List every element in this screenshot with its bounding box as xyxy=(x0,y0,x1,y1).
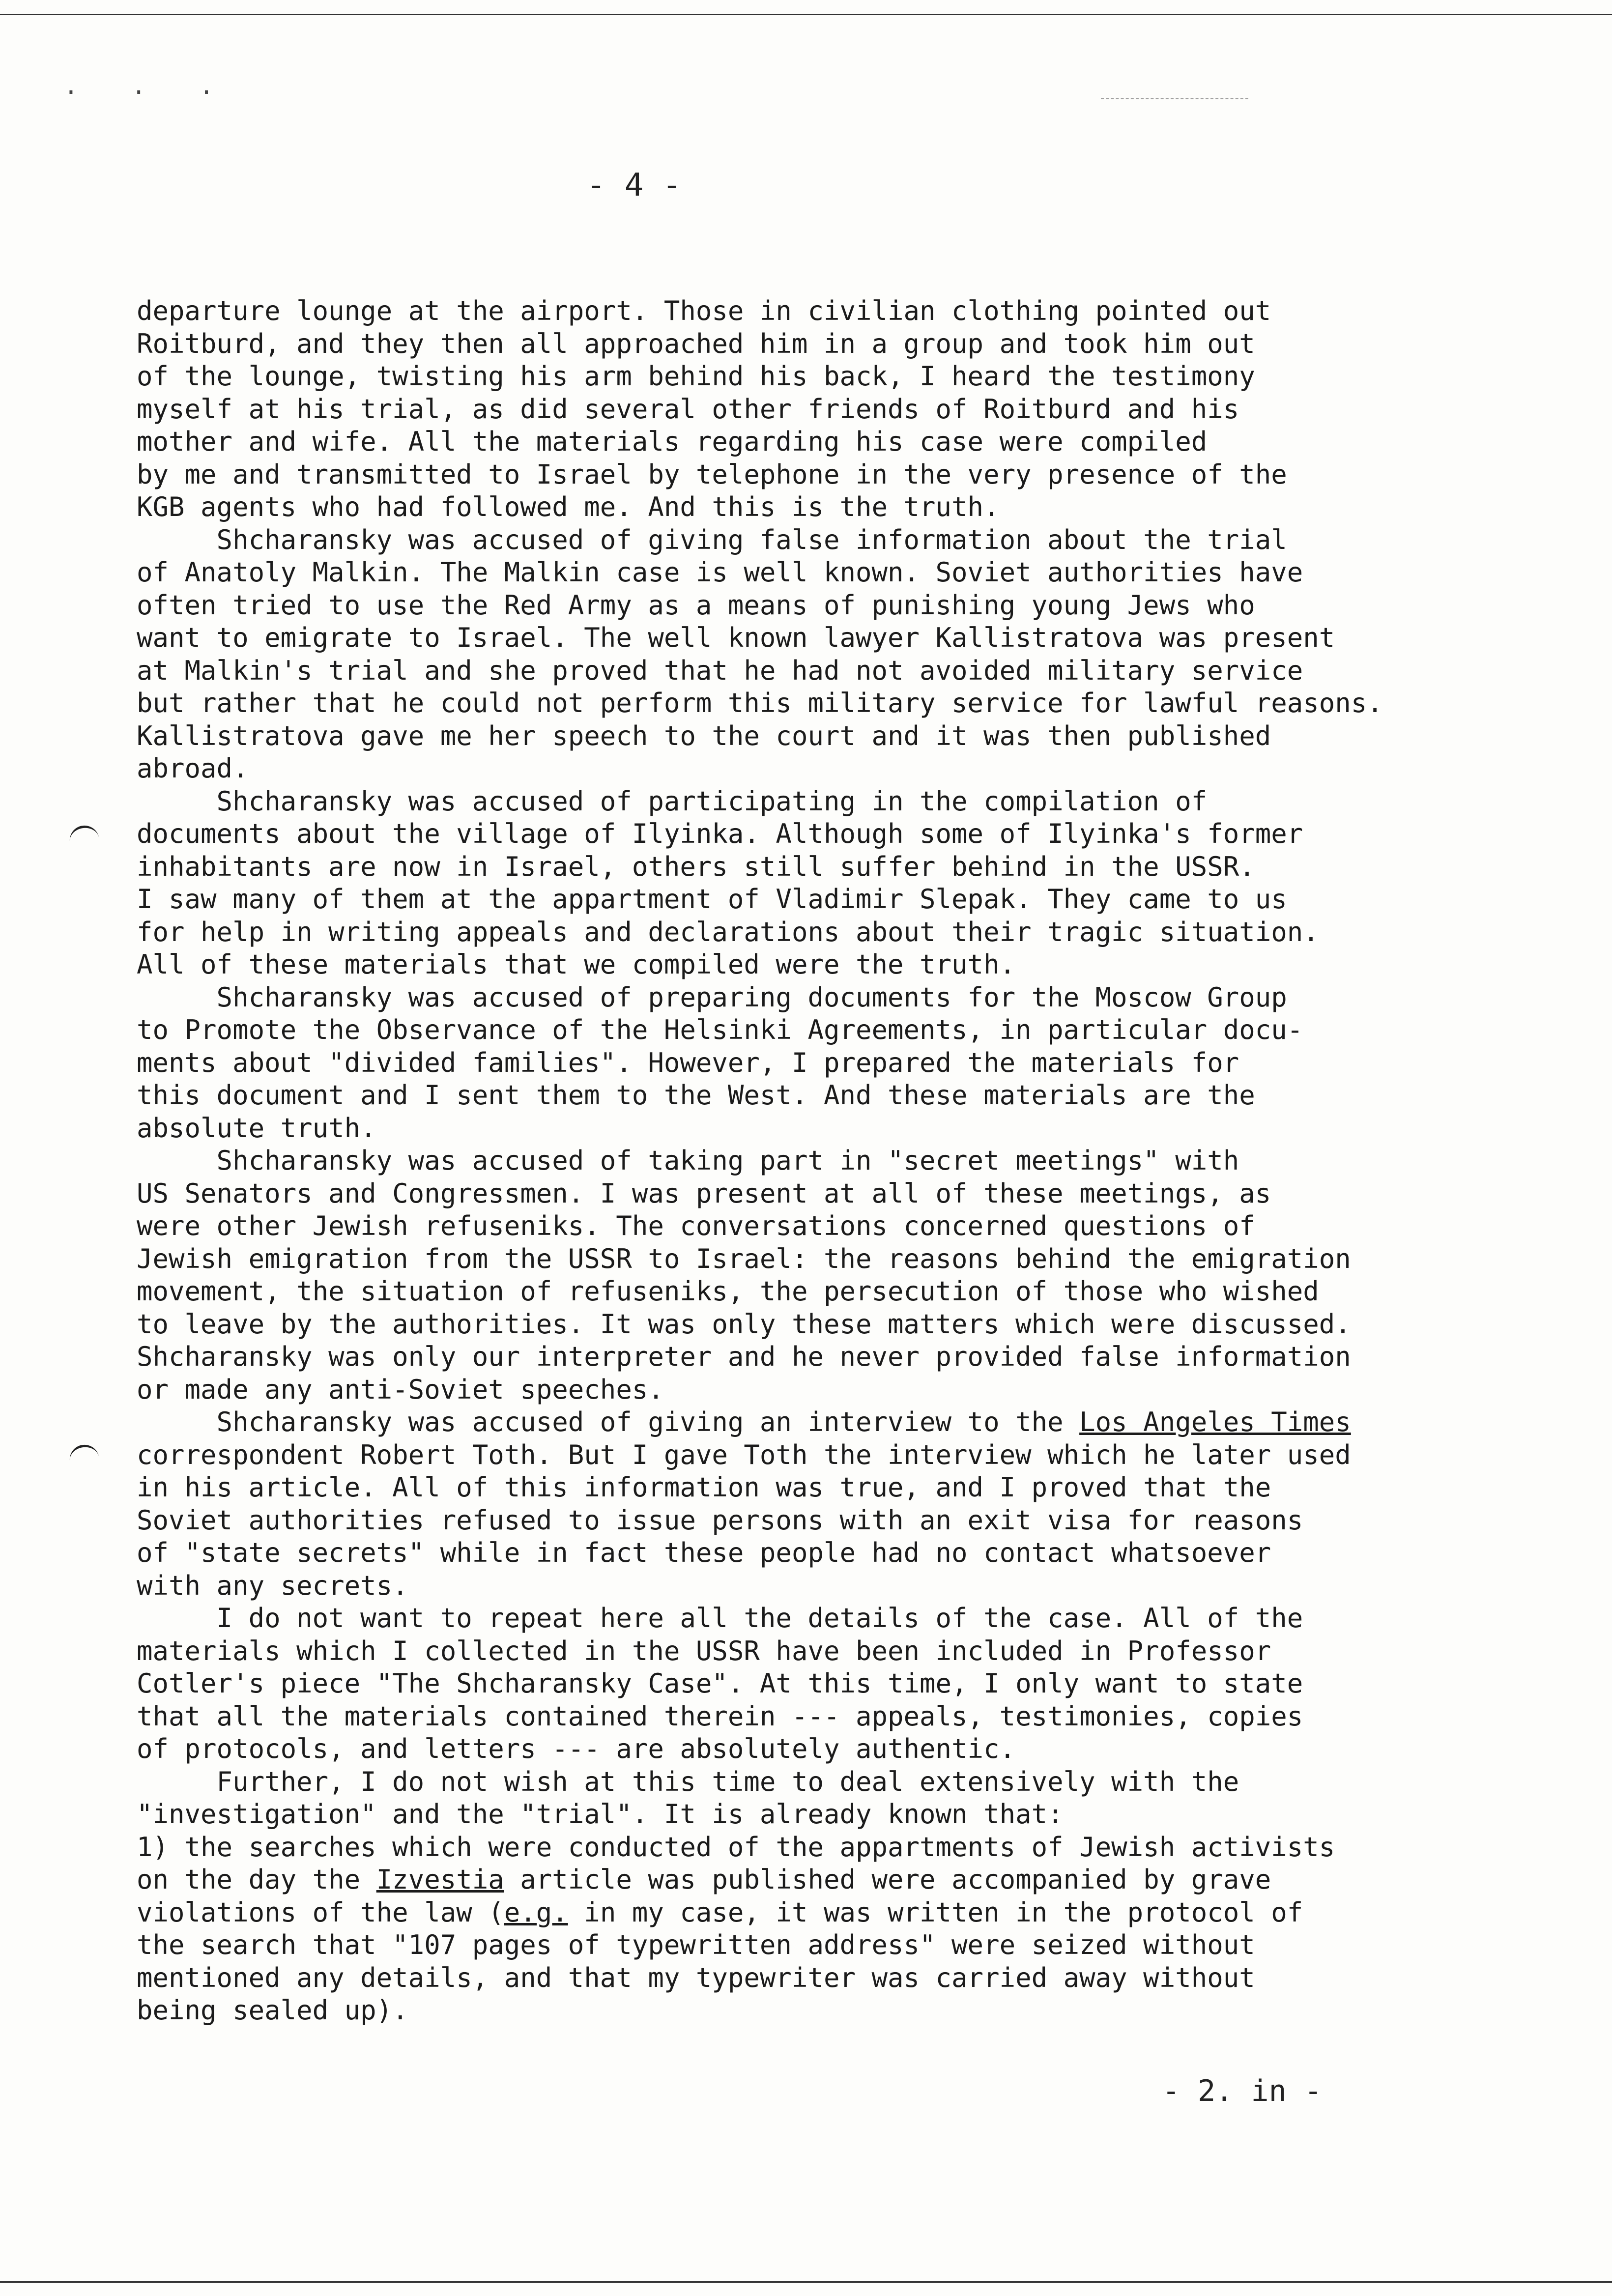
paragraph-text: Shcharansky was accused of giving an interview to the xyxy=(137,1406,1080,1437)
newspaper-title: Izvestia xyxy=(376,1864,504,1895)
continuation-marker: - 2. in - xyxy=(1162,2074,1322,2108)
top-edge-rule xyxy=(0,14,1612,15)
paragraph: Shcharansky was accused of preparing documents for the Moscow Group to Promote the Observance of the Helsinki Agreements, in particular docu- ments about "divided families". However, I prepared the materials for this document and I sent them to the West. And these materials are the absolute truth. xyxy=(137,981,1303,1144)
paragraph: Shcharansky was accused of participating in the compilation of documents about the village of Ilyinka. Although some of Ilyinka's former inhabitants are now in Israel, others still suffer behind in the USSR. I saw many of them at the appartment of Vladimir Slepak. They came to us for help in writing appeals and declarations about their tragic situation. All of these materials that we compiled were the truth. xyxy=(137,785,1319,980)
paragraph: departure lounge at the airport. Those in civilian clothing pointed out Roitburd, and they then all approached him in a group and took him out of the lounge, twisting his arm behind his back, I heard the testimony myself at his trial, as did several other friends of Roitburd and his mother and wife. All the materials regarding his case were compiled by me and transmitted to Israel by telephone in the very presence of the KGB agents who had followed me. And this is the truth. xyxy=(137,295,1287,522)
typewritten-body xyxy=(137,295,1542,2027)
paragraph-text: correspondent Robert Toth. But I gave Toth the interview which he later used in his article. All of this information was true, and I proved that the Soviet authorities refused to issue persons with an exit visa for reasons of "state secrets" while in fact these people had no contact whatsoever with any secrets. xyxy=(137,1439,1351,1601)
margin-bracket-mark xyxy=(68,1443,99,1463)
paragraph-text: in my case, it was written in the protocol of the search that "107 pages of typewritten address" were seized without mentioned any details, and that my typewriter was carried away without being sealed up). xyxy=(137,1896,1303,2026)
page-number: - 4 - xyxy=(586,167,682,203)
paragraph: Shcharansky was accused of taking part in "secret meetings" with US Senators and Congressmen. I was present at all of these meetings, as were other Jewish refuseniks. The conversations concerned questions of Jewish emigration from the USSR to Israel: the reasons behind the emigration movement, the situation of refuseniks, the persecution of those who wished to leave by the authorities. It was only these matters which were discussed. Shcharansky was only our interpreter and he never provided false information or made any anti-Soviet speeches. xyxy=(137,1145,1351,1405)
scan-specks: · · · xyxy=(64,79,233,106)
top-faint-mark xyxy=(1101,98,1248,99)
paragraph: Further, I do not wish at this time to deal extensively with the "investigation" and the "trial". It is already known that: xyxy=(137,1766,1239,1830)
newspaper-title: Los Angeles Times xyxy=(1079,1406,1351,1437)
paragraph-text: on the day the xyxy=(137,1864,361,1895)
margin-bracket-mark xyxy=(68,824,99,844)
abbreviation-eg: e.g. xyxy=(504,1896,568,1928)
bottom-edge-rule xyxy=(0,2281,1612,2283)
paragraph: I do not want to repeat here all the details of the case. All of the materials which I collected in the USSR have been included in Professor Cotler's piece "The Shcharansky Case". At this time, I only want to state that all the materials contained therein --- appeals, testimonies, copies of protocols, and letters --- are absolutely authentic. xyxy=(137,1603,1303,1764)
paragraph-text: article was published were accompanied by grave violations of the law ( xyxy=(137,1864,1271,1928)
numbered-point: 1) the searches which were conducted of the appartments of Jewish activists xyxy=(137,1831,1335,1863)
paragraph: Shcharansky was accused of giving false information about the trial of Anatoly Malkin. The Malkin case is well known. Soviet authorities have often tried to use the Red Army as a means of punishing young Jews who want to emigrate to Israel. The well known lawyer Kallistratova was present at Malkin's trial and she proved that he had not avoided military service but rather that he could not perform this military service for lawful reasons. Kallistratova gave me her speech to the court and it was then published abroad. xyxy=(137,524,1383,784)
